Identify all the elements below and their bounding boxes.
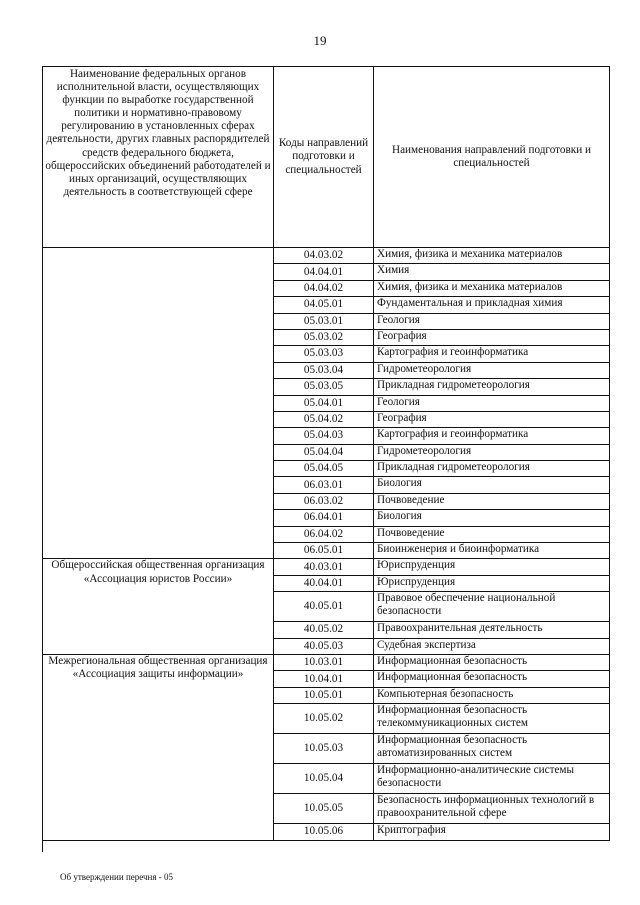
header-codes: Коды направлений подготовки и специальностей: [274, 67, 374, 248]
header-organizations: Наименование федеральных органов исполнительной власти, осуществляющих функции по выработке государственной политики и нормативно-правовому регулированию в установленных сферах деятельности, других главных распорядителей средств федерального бюджета, общероссийских объединений работодателей и иных организаций, осуществляющих деятельность в соответствующей сфере: [43, 67, 274, 248]
specialty-name-cell: Правоохранительная деятельность: [374, 622, 610, 638]
code-cell: 05.04.02: [274, 411, 374, 427]
code-cell: 40.04.01: [274, 575, 374, 591]
code-cell: 06.04.01: [274, 510, 374, 526]
specialty-name-cell: Геология: [374, 313, 610, 329]
code-cell: 04.03.02: [274, 248, 374, 264]
specialty-name-cell: Почвоведение: [374, 493, 610, 509]
specialty-name-cell: Биоинженерия и биоинформатика: [374, 543, 610, 559]
specialty-name-cell: Информационная безопасность: [374, 671, 610, 687]
specialty-name-cell: Информационная безопасность: [374, 654, 610, 670]
code-cell: 06.03.01: [274, 477, 374, 493]
specialty-name-cell: Информационно-аналитические системы безопасности: [374, 764, 610, 794]
specialty-name-cell: Компьютерная безопасность: [374, 687, 610, 703]
code-cell: 40.05.01: [274, 592, 374, 622]
code-cell: 05.04.01: [274, 395, 374, 411]
code-cell: 05.03.02: [274, 329, 374, 345]
code-cell: 06.03.02: [274, 493, 374, 509]
code-cell: 05.03.03: [274, 346, 374, 362]
specialty-name-cell: Картография и геоинформатика: [374, 346, 610, 362]
code-cell: 05.04.03: [274, 428, 374, 444]
specialty-name-cell: Химия, физика и механика материалов: [374, 248, 610, 264]
specialty-name-cell: Судебная экспертиза: [374, 638, 610, 654]
specialty-name-cell: Геология: [374, 395, 610, 411]
code-cell: 10.05.04: [274, 764, 374, 794]
page-number: 19: [313, 33, 327, 48]
specialty-name-cell: Картография и геоинформатика: [374, 428, 610, 444]
specialty-name-cell: Юриспруденция: [374, 575, 610, 591]
specialty-name-cell: Гидрометеорология: [374, 444, 610, 460]
code-cell: 05.03.05: [274, 379, 374, 395]
specialty-name-cell: Химия, физика и механика материалов: [374, 280, 610, 296]
code-cell: 06.05.01: [274, 543, 374, 559]
table-row: [43, 654, 610, 670]
code-cell: 05.04.04: [274, 444, 374, 460]
specialty-name-cell: Гидрометеорология: [374, 362, 610, 378]
code-cell: 40.03.01: [274, 559, 374, 575]
code-cell: 10.05.03: [274, 734, 374, 764]
specialty-name-cell: Правовое обеспечение национальной безопасности: [374, 592, 610, 622]
specialty-name-cell: Информационная безопасность телекоммуникационных систем: [374, 704, 610, 734]
code-cell: 10.05.06: [274, 824, 374, 840]
code-cell: 40.05.02: [274, 622, 374, 638]
code-cell: 04.04.01: [274, 264, 374, 280]
code-cell: 05.03.01: [274, 313, 374, 329]
footer-note: Об утверждении перечня - 05: [60, 872, 174, 882]
specialty-name-cell: Биология: [374, 477, 610, 493]
code-cell: 04.04.02: [274, 280, 374, 296]
code-cell: 04.05.01: [274, 297, 374, 313]
specialty-name-cell: География: [374, 411, 610, 427]
specialty-name-cell: Информационная безопасность автоматизированных систем: [374, 734, 610, 764]
code-cell: 10.05.05: [274, 794, 374, 824]
table-header-row: [43, 67, 610, 248]
code-cell: 05.04.05: [274, 461, 374, 477]
specialty-name-cell: Биология: [374, 510, 610, 526]
table-row: [43, 559, 610, 575]
header-names: Наименования направлений подготовки и специальностей: [374, 67, 610, 248]
code-cell: 10.04.01: [274, 671, 374, 687]
code-cell: 10.05.02: [274, 704, 374, 734]
organization-cell: Общероссийская общественная организация «Ассоциация юристов России»: [43, 559, 274, 655]
table-body: [43, 248, 610, 841]
table-row: [43, 248, 610, 264]
specialty-name-cell: Прикладная гидрометеорология: [374, 461, 610, 477]
specialty-name-cell: География: [374, 329, 610, 345]
code-cell: 40.05.03: [274, 638, 374, 654]
specialty-name-cell: Почвоведение: [374, 526, 610, 542]
specialty-name-cell: Химия: [374, 264, 610, 280]
code-cell: 06.04.02: [274, 526, 374, 542]
specialty-name-cell: Безопасность информационных технологий в правоохранительной сфере: [374, 794, 610, 824]
specialty-name-cell: Прикладная гидрометеорология: [374, 379, 610, 395]
specialty-name-cell: Криптография: [374, 824, 610, 840]
specialty-name-cell: Юриспруденция: [374, 559, 610, 575]
organization-cell: [43, 248, 274, 559]
specialties-table: [42, 66, 610, 841]
code-cell: 05.03.04: [274, 362, 374, 378]
code-cell: 10.05.01: [274, 687, 374, 703]
code-cell: 10.03.01: [274, 654, 374, 670]
organization-cell: Межрегиональная общественная организация «Ассоциация защиты информации»: [43, 654, 274, 840]
specialty-name-cell: Фундаментальная и прикладная химия: [374, 297, 610, 313]
